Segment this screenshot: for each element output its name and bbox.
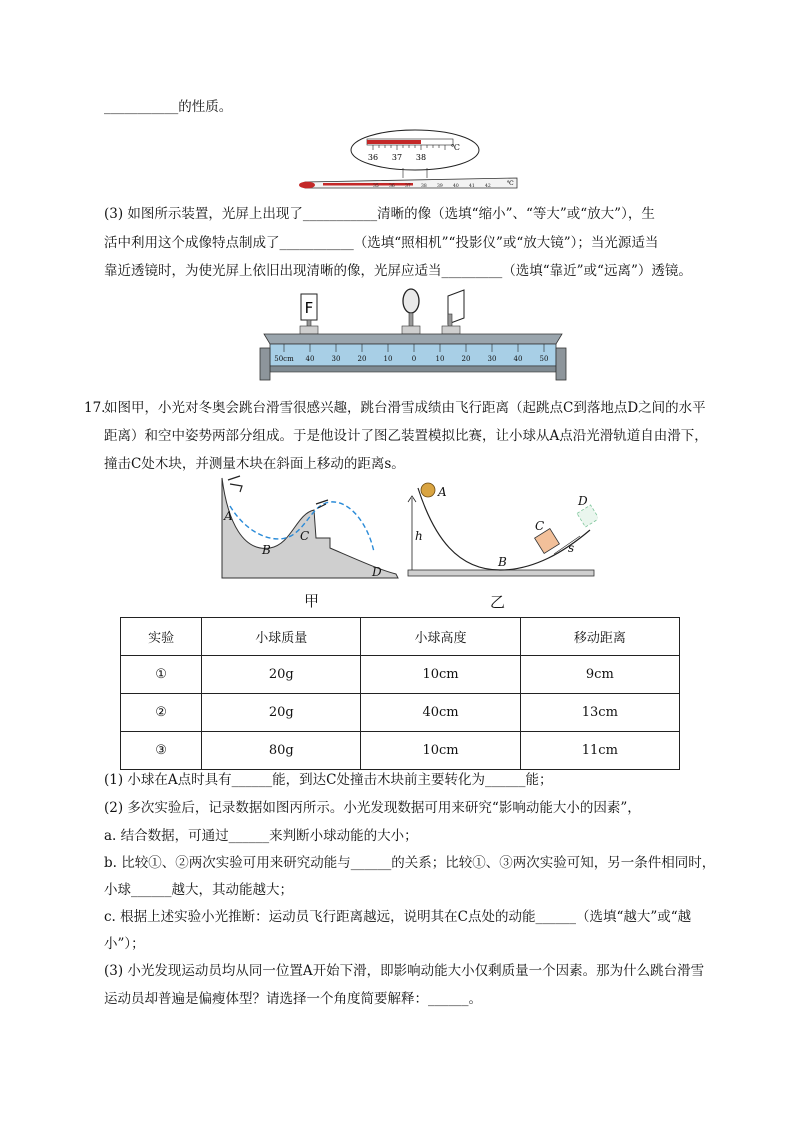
bench-label: 0 [411,355,417,363]
table-header-cell: 小球质量 [202,618,361,656]
table-cell: 10cm [361,656,520,694]
answer-p3-line-1: (3) 小光发现运动员均从同一位置A开始下滑，即影响动能大小仅剩质量一个因素。那为什么跳台滑雪 [104,963,705,979]
bench-label: 20 [461,355,471,363]
jia-label-c: C [300,529,310,543]
svg-text:38: 38 [421,184,427,189]
zoom-label-37: 37 [391,153,403,162]
question-number: 17. [84,400,106,416]
bench-label: 50cm [274,355,294,363]
yi-label-c: C [535,519,545,533]
bench-label: 40 [305,355,315,363]
table-cell: 11cm [520,732,679,770]
table-cell: 20g [202,656,361,694]
answer-pb-line-2: 小球______越大，其动能越大； [104,882,293,898]
table-cell: 10cm [361,732,520,770]
thermometer-figure [295,128,535,194]
svg-text:37: 37 [405,184,411,189]
table-header-cell: 实验 [121,618,202,656]
table-header-cell: 移动距离 [520,618,679,656]
table-cell: 20g [202,694,361,732]
bench-label: 10 [435,355,445,363]
table-row [121,694,680,732]
bench-label: 30 [331,355,341,363]
table-cell: 40cm [361,694,520,732]
table-cell: ② [121,694,202,732]
zoom-label-36: 36 [367,153,379,162]
source-letter: F [304,299,314,317]
table-cell: 9cm [520,656,679,694]
table-header-cell: 小球高度 [361,618,520,656]
table-row [121,732,680,770]
jia-label-d: D [372,565,382,579]
bench-label: 20 [357,355,367,363]
intro-line: ___________的性质。 [104,99,233,115]
zoom-unit: ℃ [451,143,460,152]
figure-jia-caption: 甲 [304,592,320,610]
answer-pb-line-1: b. 比较①、②两次实验可用来研究动能与______的关系；比较①、③两次实验可知，另一条件相同时， [104,855,716,871]
table-cell: ① [121,656,202,694]
yi-label-s: s [568,541,575,555]
svg-text:36: 36 [389,184,395,189]
jia-label-b: B [262,543,271,557]
yi-label-h: h [415,529,423,543]
svg-text:41: 41 [469,184,475,189]
yi-label-a: A [438,485,447,499]
table-cell: ③ [121,732,202,770]
bench-label: 50 [539,355,549,363]
figure-yi-caption: 乙 [490,593,506,611]
table-cell: 80g [202,732,361,770]
bench-label: 10 [383,355,393,363]
yi-label-d: D [578,494,588,508]
answer-pc-line-1: c. 根据上述实验小光推断：运动员飞行距离越远，说明其在C点处的动能______（选填“越大”或“越 [104,909,692,925]
bench-label: 30 [487,355,497,363]
yi-label-b: B [498,555,507,569]
svg-text:40: 40 [453,184,459,189]
answer-pa: a. 结合数据，可通过______来判断小球动能的大小； [104,828,418,844]
optical-bench-figure [256,288,572,384]
q17-line-3: 撞击C处木块，并测量木块在斜面上移动的距离s。 [104,456,405,472]
zoom-label-38: 38 [415,153,427,162]
svg-text:39: 39 [437,184,443,189]
svg-text:35: 35 [373,184,379,189]
table-row [121,656,680,694]
answer-pc-line-2: 小”）； [104,936,145,952]
table-header-row [121,618,680,656]
q17-line-2: 距离）和空中姿势两部分组成。于是他设计了图乙装置模拟比赛，让小球从A点沿光滑轨道自由滑下， [104,428,708,444]
tube-unit: ℃ [507,180,514,187]
answer-p3-line-2: 运动员却普遍是偏瘦体型？请选择一个角度简要解释：______。 [104,991,482,1007]
answer-p1: (1) 小球在A点时具有______能，到达C处撞击木块前主要转化为______能； [104,772,553,788]
bench-label: 40 [513,355,523,363]
figure-yi-ramp [404,478,598,582]
answer-p2: (2) 多次实验后，记录数据如图丙所示。小光发现数据可用来研究“影响动能大小的因素”， [104,800,641,816]
q3-line-1: (3) 如图所示装置，光屏上出现了___________清晰的像（选填“缩小”、“等大”或“放大”），生 [104,206,655,222]
jia-label-a: A [224,509,233,523]
q17-line-1: 如图甲，小光对冬奥会跳台滑雪很感兴趣，跳台滑雪成绩由飞行距离（起跳点C到落地点D之间的水平 [104,400,706,416]
q3-line-3: 靠近透镜时，为使光屏上依旧出现清晰的像，光屏应适当_________（选填“靠近”或“远离”）透镜。 [104,263,692,279]
experiment-table [120,617,680,770]
svg-text:42: 42 [485,184,491,189]
figure-jia-ski-jump [218,474,404,582]
q3-line-2: 活中利用这个成像特点制成了___________（选填“照相机”“投影仪”或“放大镜”）；当光源适当 [104,235,659,251]
table-cell: 13cm [520,694,679,732]
